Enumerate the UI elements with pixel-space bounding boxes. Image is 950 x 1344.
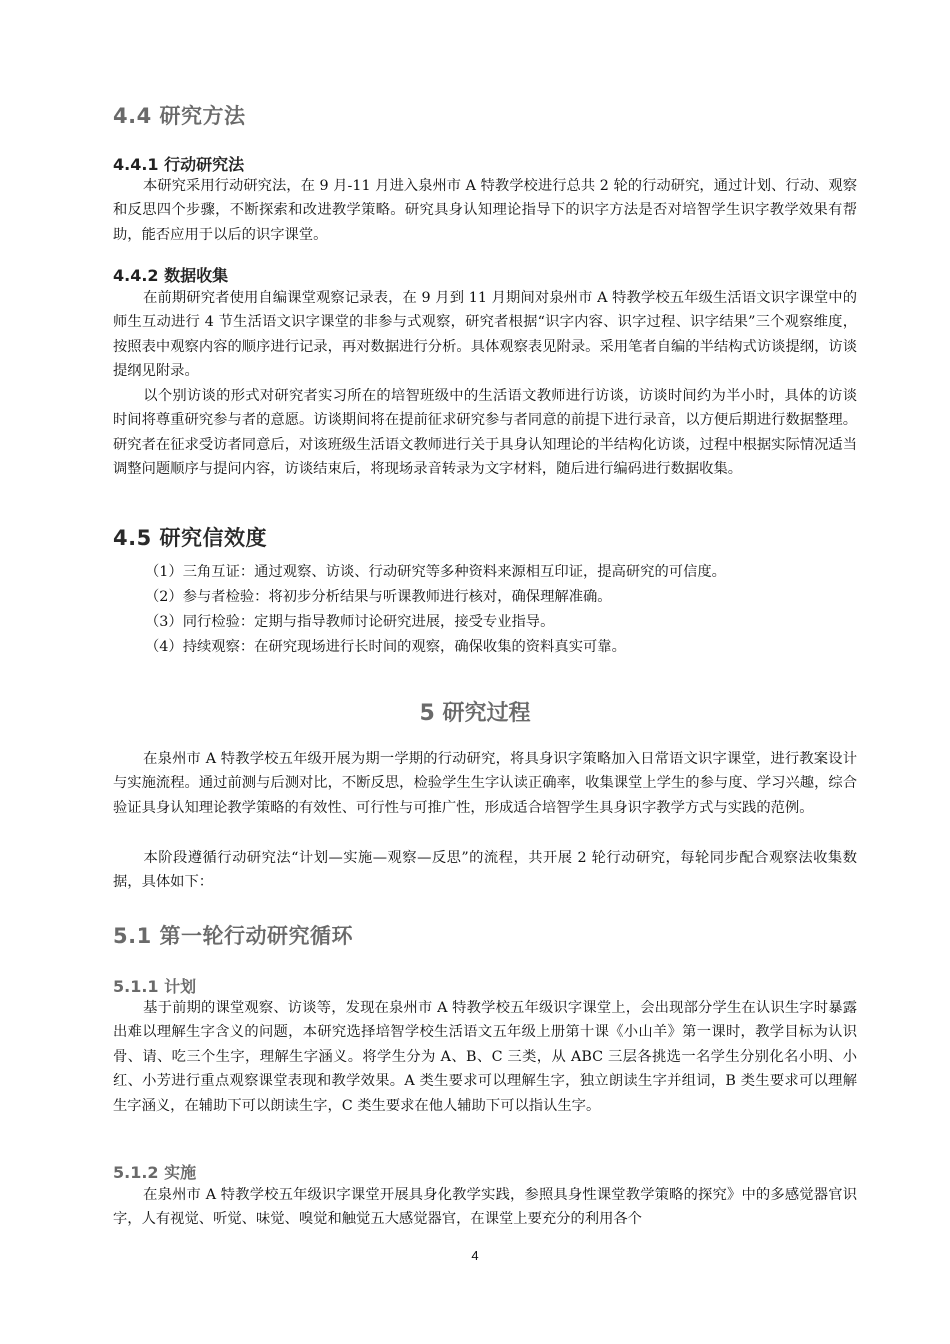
heading-4-4-2: 4.4.2 数据收集 — [113, 266, 229, 285]
validity-item-2: （2）参与者检验：将初步分析结果与听课教师进行核对，确保理解准确。 — [145, 589, 612, 605]
heading-4-4-1: 4.4.1 行动研究法 — [113, 155, 245, 174]
heading-5-1-2: 5.1.2 实施 — [113, 1163, 197, 1182]
validity-item-3: （3）同行检验：定期与指导教师讨论研究进展，接受专业指导。 — [145, 614, 555, 630]
heading-5-1-1: 5.1.1 计划 — [113, 977, 197, 996]
paragraph-plan: 基于前期的课堂观察、访谈等，发现在泉州市 A 特教学校五年级识字课堂上，会出现部分学生在认识生字时暴露出难以理解生字含义的问题，本研究选择培智学校生活语文五年级上册第十课《小山羊》第一课时，教学目标为认识骨、请、吃三个生字，理解生字涵义。将学生分为 A、B、C 三类，从 ABC 三层各挑选一名学生分别化名小明、小红、小芳进行重点观察课堂表现和教学效果。A 类生要求可以理解生字，独立朗读生字并组词，B 类生要求可以理解生字涵义，在辅助下可以朗读生字，C 类生要求在他人辅助下可以指认生字。 — [113, 1000, 857, 1114]
paragraph-data-collection-1: 在前期研究者使用自编课堂观察记录表，在 9 月到 11 月期间对泉州市 A 特教学校五年级生活语文识字课堂中的师生互动进行 4 节生活语文识字课堂的非参与式观察，研究者根据“识字内容、识字过程、识字结果”三个观察维度，按照表中观察内容的顺序进行记录，再对数据进行分析。具体观察表见附录。采用笔者自编的半结构式访谈提纲，访谈提纲见附录。 — [113, 290, 857, 380]
heading-4-4: 4.4 研究方法 — [113, 104, 246, 128]
validity-item-4: （4）持续观察：在研究现场进行长时间的观察，确保收集的资料真实可靠。 — [145, 639, 626, 655]
paragraph-research-process-2: 本阶段遵循行动研究法“计划—实施—观察—反思”的流程，共开展 2 轮行动研究，每轮同步配合观察法收集数据，具体如下： — [113, 850, 857, 891]
validity-item-1: （1）三角互证：通过观察、访谈、行动研究等多种资料来源相互印证，提高研究的可信度。 — [145, 564, 726, 580]
page-number: 4 — [471, 1248, 479, 1263]
paragraph-data-collection-2: 以个别访谈的形式对研究者实习所在的培智班级中的生活语文教师进行访谈，访谈时间约为半小时，具体的访谈时间将尊重研究参与者的意愿。访谈期间将在提前征求研究参与者同意的前提下进行录音，以方便后期进行数据整理。研究者在征求受访者同意后，对该班级生活语文教师进行关于具身认知理论的半结构化访谈，过程中根据实际情况适当调整问题顺序与提问内容，访谈结束后，将现场录音转录为文字材料，随后进行编码进行数据收集。 — [113, 388, 857, 478]
heading-5-1: 5.1 第一轮行动研究循环 — [113, 924, 354, 948]
paragraph-implementation: 在泉州市 A 特教学校五年级识字课堂开展具身化教学实践，参照具身性课堂教学策略的探究》中的多感觉器官识字，人有视觉、听觉、味觉、嗅觉和触觉五大感觉器官，在课堂上要充分的利用各个 — [113, 1187, 857, 1228]
heading-4-5: 4.5 研究信效度 — [113, 526, 268, 550]
heading-5: 5 研究过程 — [419, 701, 531, 726]
paragraph-action-research: 本研究采用行动研究法，在 9 月-11 月进入泉州市 A 特教学校进行总共 2 轮的行动研究，通过计划、行动、观察和反思四个步骤，不断探索和改进教学策略。研究具身认知理论指导下的识字方法是否对培智学生识字教学效果有帮助，能否应用于以后的识字课堂。 — [113, 178, 857, 243]
paragraph-research-process-1: 在泉州市 A 特教学校五年级开展为期一学期的行动研究，将具身识字策略加入日常语文识字课堂，进行教案设计与实施流程。通过前测与后测对比，不断反思，检验学生生字认读正确率，收集课堂上学生的参与度、学习兴趣，综合验证具身认知理论教学策略的有效性、可行性与可推广性，形成适合培智学生具身识字教学方式与实践的范例。 — [113, 751, 857, 816]
